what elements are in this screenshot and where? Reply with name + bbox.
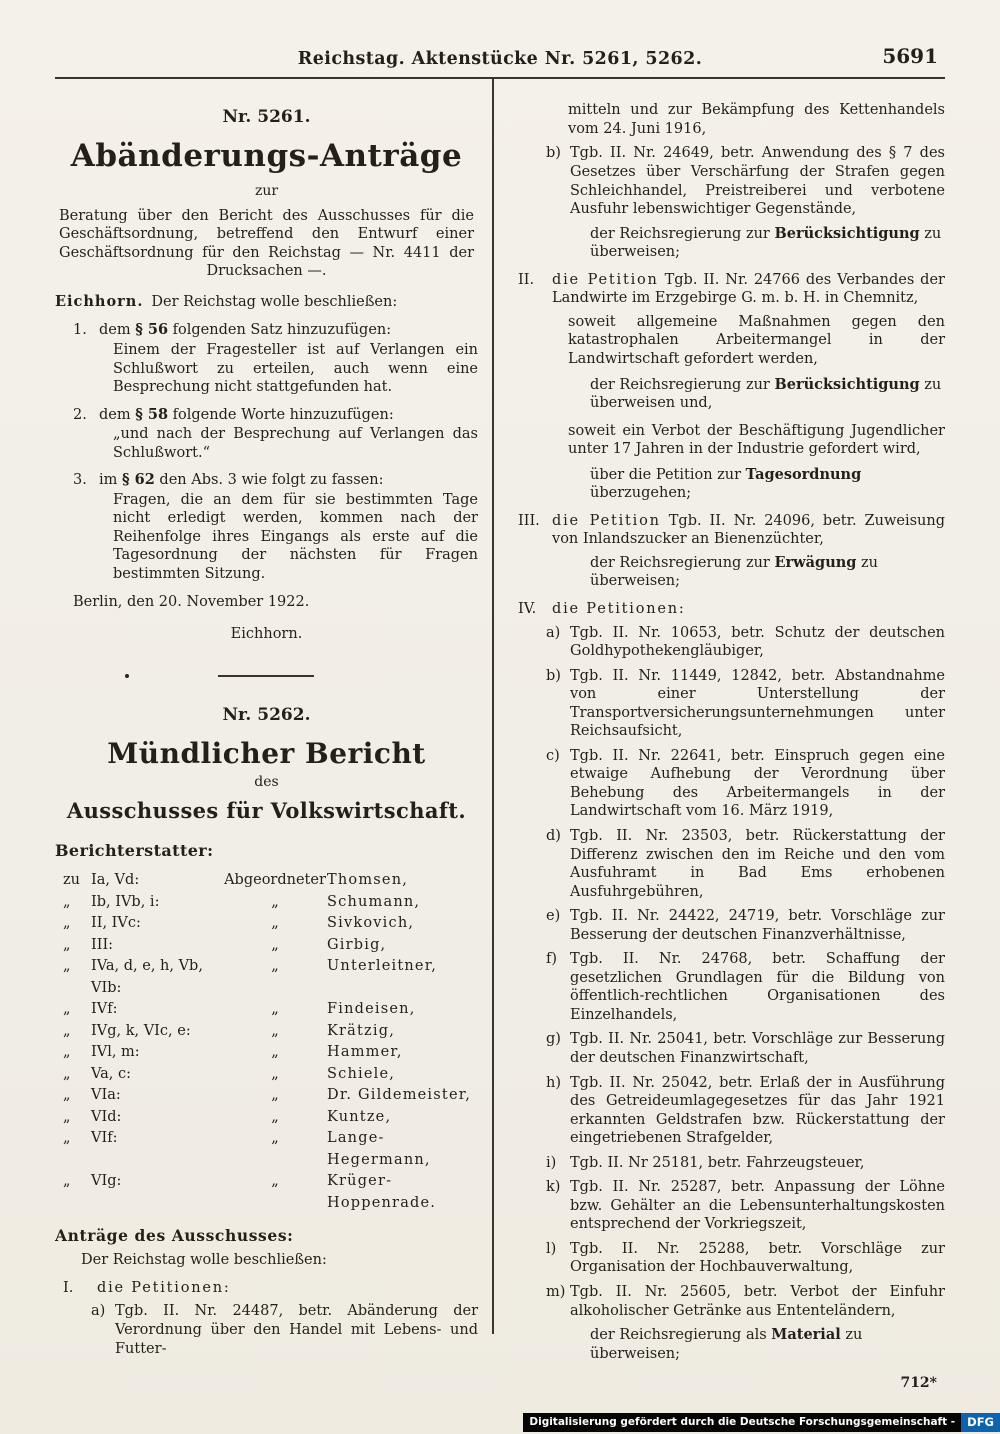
row-role: „ [271, 936, 279, 953]
resolution-post: zu überweisen; [590, 1327, 863, 1362]
petition-section-2 [510, 271, 945, 308]
resolution-4 [590, 1326, 945, 1363]
row-sections: VIf: [91, 1130, 118, 1147]
rapporteur-row [55, 956, 478, 999]
right-column [494, 79, 945, 1393]
row-name: Sivkovich, [327, 915, 415, 932]
row-role: „ [271, 1108, 279, 1125]
lead-pre: dem [99, 322, 136, 339]
item-text: Tgb. II. Nr. 11449, 12842, betr. Abstandnahme von einer Unterstellung der Transportversicherungsunternehmungen unter Reichsaufsicht, [570, 667, 945, 740]
row-sections: IVa, d, e, h, Vb, VIb: [91, 958, 203, 996]
doc2-subtitle: Ausschusses für Volkswirtschaft. [66, 798, 467, 824]
item-lead [99, 406, 478, 425]
resolution-pre: der Reichsregierung zur [590, 554, 775, 571]
item-text: Tgb. II. Nr. 24487, betr. Abänderung der Verordnung über den Handel mit Lebens- und Futter- [115, 1303, 478, 1357]
doc1-title: Abänderungs-Anträge [70, 138, 463, 175]
row-name: Krätzig, [327, 1022, 396, 1039]
row-prefix: „ [63, 1108, 71, 1125]
resolution-keyword: Material [771, 1326, 841, 1344]
row-sections: IVg, k, VIc, e: [91, 1022, 191, 1039]
row-name: Girbig, [327, 936, 387, 953]
rapporteur-table [55, 870, 478, 1214]
resolution-pre: über die Petition zur [590, 466, 746, 483]
rapporteur-row [55, 1085, 478, 1107]
doc1-number: Nr. 5261. [222, 107, 311, 128]
section-lead [97, 1279, 478, 1298]
item-text: Tgb. II. Nr. 10653, betr. Schutz der deutschen Goldhypothekengläubiger, [570, 624, 945, 660]
item-letter: a) [91, 1303, 106, 1320]
item-text: Tgb. II. Nr. 22641, betr. Einspruch gegen eine etwaige Aufhebung der Verordnung über Behebung des Arbeitermangels in der Landwirtschaft vom 16. März 1919, [570, 747, 945, 820]
petition-item-1a [55, 1302, 478, 1358]
left-column [55, 79, 492, 1393]
section-ref: § 62 [122, 471, 155, 489]
digitization-footer [523, 1413, 1000, 1432]
row-role: „ [271, 915, 279, 932]
petition-item-4m [510, 1283, 945, 1320]
item-text: Tgb. II. Nr. 24422, 24719, betr. Vorschläge zur Besserung der deutschen Finanzverhältnisse, [570, 908, 945, 943]
roman-numeral: I. [63, 1279, 74, 1296]
item-text: Tgb. II. Nr. 25287, betr. Anpassung der Löhne bzw. Gehälter an die Lebensunterhaltungskosten entsprechend der Vorkriegszeit, [570, 1179, 945, 1233]
row-prefix: „ [63, 1065, 71, 1082]
item-lead [99, 321, 478, 340]
resolution-1 [590, 225, 945, 262]
row-name: Unterleitner, [327, 958, 438, 975]
petition-section-1 [55, 1279, 478, 1298]
petition-item-4d [510, 827, 945, 901]
amendment-item-1 [55, 321, 478, 396]
section-text: Tgb. II. Nr. 24766 des Verbandes der Landwirte im Erzgebirge G. m. b. H. in Chemnitz, [552, 271, 945, 307]
item-letter: b) [546, 145, 561, 162]
doc2-number: Nr. 5262. [222, 704, 311, 725]
roman-numeral: III. [518, 512, 540, 529]
section-ref: § 58 [135, 405, 169, 423]
item-letter: f) [546, 951, 558, 968]
rapporteur-row [55, 870, 478, 892]
petition-item-4c [510, 747, 945, 821]
row-prefix: „ [63, 1087, 71, 1104]
amendment-item-3 [55, 471, 478, 583]
item-content [99, 321, 478, 396]
petition-item-4f [510, 950, 945, 1024]
resolution-pre: der Reichsregierung zur [590, 376, 775, 393]
row-prefix: „ [63, 1044, 71, 1061]
item-letter: a) [546, 624, 561, 641]
rapporteur-row [55, 1107, 478, 1129]
item-content [99, 471, 478, 583]
row-sections: IVf: [91, 1001, 118, 1018]
mover-name: Eichhorn. [55, 292, 144, 310]
rapporteur-heading: Berichterstatter: [55, 841, 214, 861]
doc2-title: Mündlicher Bericht [107, 737, 426, 771]
row-sections: Va, c: [91, 1065, 132, 1082]
row-prefix: „ [63, 1001, 71, 1018]
item-letter: i) [546, 1154, 557, 1171]
rapporteur-row [55, 1042, 478, 1064]
row-name: Kuntze, [327, 1108, 392, 1125]
resolution-2a [590, 376, 945, 413]
rapporteur-row [55, 1128, 478, 1171]
item-letter: l) [546, 1240, 557, 1257]
resolution-keyword: Tagesordnung [745, 465, 862, 483]
row-role: „ [271, 893, 279, 910]
row-sections: IVl, m: [91, 1044, 140, 1061]
rapporteur-row [55, 1171, 478, 1214]
rapporteur-row [55, 935, 478, 957]
item-text: Tgb. II. Nr. 24649, betr. Anwendung des § 7 des Gesetzes über Verschärfung der Strafen gegen Schleichhandel, Preistreiberei und verbotene Ausfuhr lebenswichtiger Gegenstände, [570, 145, 945, 218]
resolution-3 [590, 554, 945, 591]
lead-post: folgenden Satz hinzuzufügen: [168, 322, 392, 339]
item-text: Tgb. II. Nr. 25041, betr. Vorschläge zur Besserung der deutschen Finanzwirtschaft, [570, 1031, 945, 1066]
row-role: „ [271, 1173, 279, 1190]
item-letter: g) [546, 1031, 561, 1048]
resolution-keyword: Erwägung [774, 553, 857, 571]
row-name: Schumann, [327, 893, 421, 910]
petition-section-3 [510, 512, 945, 549]
item-letter: k) [546, 1179, 561, 1196]
printer-signature-mark: 712* [900, 1375, 937, 1392]
resolution-keyword: Berücksichtigung [774, 375, 920, 393]
section-lead [552, 600, 945, 619]
row-role: „ [271, 958, 279, 975]
resolution-post: zu überweisen; [590, 225, 942, 261]
row-sections: VIg: [91, 1173, 122, 1190]
petition-2-clause-2: soweit ein Verbot der Beschäftigung Jugendlicher unter 17 Jahren in der Industrie gefordert wird, [568, 422, 945, 458]
row-name: Thomsen, [327, 872, 409, 889]
lead-pre: im [99, 472, 122, 489]
petition-item-4i [510, 1154, 945, 1173]
doc1-mover-line [55, 293, 478, 312]
item-letter: e) [546, 908, 561, 925]
petition-item-1b [510, 144, 945, 218]
lead-post: den Abs. 3 wie folgt zu fassen: [154, 472, 384, 489]
digitization-credit: Digitalisierung gefördert durch die Deutsche Forschungsgemeinschaft - [523, 1413, 961, 1432]
resolution-post: zu überweisen; [590, 554, 879, 590]
item-text: Tgb. II. Nr 25181, betr. Fahrzeugsteuer, [570, 1154, 865, 1171]
row-sections: Ib, IVb, i: [91, 893, 160, 910]
petition-item-1a-continuation: mitteln und zur Bekämpfung des Kettenhandels vom 24. Juni 1916, [568, 102, 945, 137]
item-letter: c) [546, 747, 560, 764]
item-text: Tgb. II. Nr. 25605, betr. Verbot der Einfuhr alkoholischer Getränke aus Ententeländern, [570, 1284, 945, 1319]
spaced-text: die Petitionen: [97, 1279, 231, 1296]
item-number: 3. [73, 472, 87, 489]
row-name: Lange-Hegermann, [327, 1130, 431, 1168]
doc1-intro: Beratung über den Bericht des Ausschusses für die Geschäftsordnung, betreffend den Entwurf einer Geschäftsordnung für den Reichstag — Nr. 4411 der Drucksachen —. [59, 207, 474, 280]
petition-item-4h [510, 1074, 945, 1148]
resolution-keyword: Berücksichtigung [774, 224, 920, 242]
item-text: Tgb. II. Nr. 25042, betr. Erlaß der in Ausführung des Getreideumlagegesetzes für das Jahr 1921 erkannten Geldstrafen bzw. Rückerstattung der eingetriebenen Strafgelder, [570, 1074, 945, 1147]
section-ref: § 56 [135, 321, 169, 339]
section-lead [552, 271, 945, 308]
row-role: Abgeordneter [224, 872, 326, 889]
petition-item-4b [510, 667, 945, 741]
page-header [0, 0, 1000, 79]
row-role: „ [271, 1022, 279, 1039]
row-sections: Ia, Vd: [91, 872, 140, 889]
petition-item-4a [510, 624, 945, 661]
roman-numeral: II. [518, 271, 535, 288]
resolution-pre: der Reichsregierung als [590, 1327, 772, 1344]
petition-section-4 [510, 600, 945, 619]
row-role: „ [271, 1130, 279, 1147]
row-prefix: „ [63, 1130, 71, 1147]
row-role: „ [271, 1065, 279, 1082]
row-name: Hammer, [327, 1044, 403, 1061]
rapporteur-row [55, 913, 478, 935]
item-body: „und nach der Besprechung auf Verlangen das Schlußwort.“ [113, 426, 478, 461]
petition-item-4k [510, 1178, 945, 1234]
row-sections: III: [91, 936, 114, 953]
dfg-logo: DFG [961, 1413, 1000, 1432]
lead-pre: dem [99, 406, 136, 423]
motions-heading: Anträge des Ausschusses: [55, 1226, 294, 1246]
section-lead [552, 512, 945, 549]
item-text: Tgb. II. Nr. 23503, betr. Rückerstattung der Differenz zwischen den im Reiche und den vom Ausfuhramt in Bad Ems erhobenen Ausfuhrgebühren, [570, 827, 945, 900]
item-number: 1. [73, 322, 87, 339]
roman-numeral: IV. [518, 600, 537, 617]
petition-2-clause-1: soweit allgemeine Maßnahmen gegen den katastrophalen Arbeitermangel in der Landwirtschaft gefordert werden, [568, 313, 945, 367]
doc1-dateline: Berlin, den 20. November 1922. [73, 593, 310, 610]
row-prefix: „ [63, 936, 71, 953]
lead-post: folgende Worte hinzuzufügen: [168, 406, 394, 423]
rapporteur-row [55, 1021, 478, 1043]
row-sections: VIa: [91, 1087, 121, 1104]
row-name: Dr. Gildemeister, [327, 1087, 472, 1104]
item-letter: m) [546, 1284, 566, 1301]
item-body: Einem der Fragesteller ist auf Verlangen ein Schlußwort zu erteilen, auch wenn eine Besprechung nicht stattgefunden hat. [113, 342, 478, 396]
row-prefix: „ [63, 893, 71, 910]
row-sections: II, IVc: [91, 915, 141, 932]
doc1-zur: zur [254, 182, 279, 199]
row-role: „ [271, 1087, 279, 1104]
row-name: Krüger-Hoppenrade. [327, 1173, 437, 1211]
row-prefix: „ [63, 958, 71, 975]
item-number: 2. [73, 406, 87, 423]
row-prefix: „ [63, 1173, 71, 1190]
spaced-text: die Petition [552, 271, 659, 288]
two-column-layout [0, 79, 1000, 1393]
row-role: „ [271, 1001, 279, 1018]
row-prefix: „ [63, 915, 71, 932]
resolution-post: zu überweisen und, [590, 376, 942, 412]
item-letter: h) [546, 1074, 561, 1091]
item-lead [99, 471, 478, 490]
item-letter: b) [546, 667, 561, 684]
resolution-2b [590, 466, 945, 503]
row-name: Findeisen, [327, 1001, 416, 1018]
motions-intro: Der Reichstag wolle beschließen: [81, 1252, 327, 1269]
item-content [99, 406, 478, 463]
row-name: Schiele, [327, 1065, 396, 1082]
item-text: Tgb. II. Nr. 25288, betr. Vorschläge zur Organisation der Hochbauverwaltung, [570, 1240, 945, 1276]
item-body: Fragen, die an dem für sie bestimmten Tage nicht erledigt werden, kommen nach der Reihenfolge ihres Eingangs als erste auf die Tagesordnung der nächsten für Fragen bestimmten Sitzung. [113, 491, 478, 583]
amendment-item-2 [55, 406, 478, 463]
row-prefix: „ [63, 1022, 71, 1039]
section-text: Tgb. II. Nr. 24096, betr. Zuweisung von Inlandszucker an Bienenzüchter, [552, 512, 945, 548]
rapporteur-row [55, 999, 478, 1021]
rapporteur-row [55, 1064, 478, 1086]
section-separator [55, 674, 478, 677]
spaced-text: die Petition [552, 512, 661, 529]
row-sections: VId: [91, 1108, 122, 1125]
running-head: Reichstag. Aktenstücke Nr. 5261, 5262. [297, 49, 703, 69]
header-rule [55, 77, 945, 79]
row-role: „ [271, 1044, 279, 1061]
petition-item-4e [510, 907, 945, 944]
item-text: Tgb. II. Nr. 24768, betr. Schaffung der gesetzlichen Grundlagen für die Bildung von öffentlich-rechtlichen Organisationen des Einzelhandels, [570, 951, 945, 1023]
spaced-text: die Petitionen: [552, 600, 686, 617]
doc1-signature: Eichhorn. [230, 626, 303, 643]
page-number: 5691 [882, 44, 938, 68]
resolution-post: überzugehen; [590, 485, 692, 502]
petition-item-4l [510, 1240, 945, 1277]
petition-item-4g [510, 1030, 945, 1067]
doc2-des: des [254, 774, 279, 791]
ink-dot [125, 674, 129, 678]
separator-line [218, 675, 314, 677]
resolution-pre: der Reichsregierung zur [590, 225, 775, 242]
item-letter: d) [546, 827, 561, 844]
rapporteur-row [55, 892, 478, 914]
mover-text: Der Reichstag wolle beschließen: [151, 293, 398, 310]
row-prefix: zu [63, 872, 80, 889]
